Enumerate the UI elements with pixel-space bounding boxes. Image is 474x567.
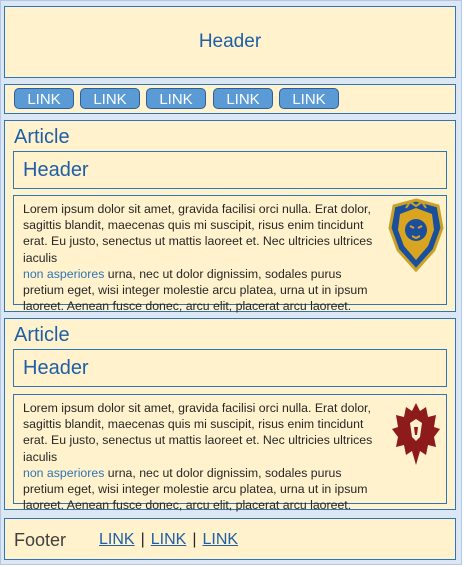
nav-link-2[interactable]: LINK bbox=[80, 88, 140, 109]
article-text bbox=[23, 201, 383, 314]
article-inline-link[interactable]: non asperiores bbox=[23, 465, 105, 480]
article-text-end: urna, nec ut dolor dignissim, sodales purus pretium eget, wisi integer molestie arcu platea, urna ut in ipsum laoreet. Aenean fusce donec, arcu elit, placerat arcu laoreet. bbox=[23, 465, 368, 513]
article-1 bbox=[4, 120, 456, 312]
nav-link-3[interactable]: LINK bbox=[146, 88, 206, 109]
article-header-title: Header bbox=[23, 159, 89, 181]
nav-link-4[interactable]: LINK bbox=[213, 88, 273, 109]
article-text-start: Lorem ipsum dolor sit amet, gravida facilisi orci nulla. Erat dolor, sagittis blandit, maecenas quis mi suscipit, risus enim tincidunt erat. Eu justo, senectus ut mattis laoreet et. Nec ultricies ultrices iaculis bbox=[23, 202, 373, 265]
footer-links bbox=[99, 531, 238, 549]
article-text bbox=[23, 400, 383, 513]
footer bbox=[4, 518, 456, 560]
nav-bar bbox=[4, 84, 456, 114]
article-title: Article bbox=[14, 324, 70, 346]
article-inline-link[interactable]: non asperiores bbox=[23, 266, 105, 281]
footer-separator: | bbox=[140, 531, 145, 548]
footer-link-1[interactable]: LINK bbox=[99, 531, 135, 548]
article-header bbox=[13, 151, 447, 189]
nav-link-1[interactable]: LINK bbox=[14, 88, 74, 109]
article-header bbox=[13, 349, 447, 387]
footer-label: Footer bbox=[14, 530, 67, 550]
footer-link-3[interactable]: LINK bbox=[202, 531, 239, 548]
article-body bbox=[13, 394, 447, 513]
page-header bbox=[4, 6, 456, 78]
article-title: Article bbox=[14, 126, 70, 148]
article-text-end: urna, nec ut dolor dignissim, sodales purus pretium eget, wisi integer molestie arcu platea, urna ut in ipsum laoreet. Aenean fusce donec, arcu elit, placerat arcu laoreet. bbox=[23, 266, 368, 314]
alliance-lion-crest-icon bbox=[388, 198, 444, 272]
horde-crest-icon bbox=[388, 397, 444, 471]
article-2 bbox=[4, 318, 456, 513]
article-header-title: Header bbox=[23, 357, 89, 379]
footer-link-2[interactable]: LINK bbox=[150, 531, 187, 548]
article-body bbox=[13, 195, 447, 314]
footer-separator: | bbox=[192, 531, 197, 548]
nav-link-5[interactable]: LINK bbox=[279, 88, 339, 109]
article-text-start: Lorem ipsum dolor sit amet, gravida facilisi orci nulla. Erat dolor, sagittis blandit, maecenas quis mi suscipit, risus enim tincidunt erat. Eu justo, senectus ut mattis laoreet et. Nec ultricies ultrices iaculis bbox=[23, 401, 373, 464]
page-header-title: Header bbox=[198, 31, 262, 52]
